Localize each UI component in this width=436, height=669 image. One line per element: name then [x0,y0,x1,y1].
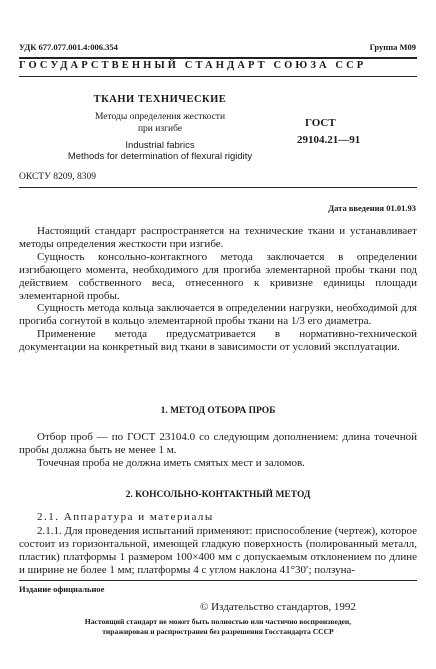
section-2-text [19,525,417,577]
title-subtitle-2: при изгибе [137,124,183,134]
footer-rule [19,580,417,581]
gost-label: ГОСТ [305,117,336,129]
section-2-paragraph-1: 2.1.1. Для проведения испытаний применяют: приспособление (чертеж), которое состоит из горизонтальной, имеющей гладкую поверхность (полированный металл, пластик) платформы 1 размером 100×400 мм с допускаемым отклонением по длине и ширине не более 1 мм; платформы 4 с углом наклона 41°30′; ползуна- [19,525,417,576]
okstu-code: ОКСТУ 8209, 8309 [19,172,96,182]
section-2-subheading: 2.1. Аппаратура и материалы [37,511,214,523]
title-english-2: Methods for determination of flexural rigidity [67,151,253,162]
edition-note: Издание официальное [19,584,105,594]
copyright-note: © Издательство стандартов, 1992 [200,601,356,613]
title-subtitle-1: Методы определения жесткости [94,112,226,122]
intro-text [19,225,417,354]
intro-paragraph-3: Сущность метода кольца заключается в определении нагрузки, необходимой для прогиба согнутой в кольцо элементарной пробы ткани на 1/3 его диаметра. [19,302,417,328]
intro-paragraph-2: Сущность консольно-контактного метода заключается в определении изгибающего момента, необходимого для прогиба элементарной пробы ткани под действием собственного веса, отнесенного к кривизне единицы площади элементарной пробы. [19,250,417,302]
section-1-heading: 1. МЕТОД ОТБОРА ПРОБ [160,406,276,416]
intro-paragraph-4: Применение метода предусматривается в нормативно-технической документации на конкретный вид ткани в зависимости от условий эксплуатации. [19,328,417,354]
title-rule [19,187,417,188]
title-english-1: Industrial fabrics [125,140,195,151]
intro-paragraph-1: Настоящий стандарт распространяется на технические ткани и устанавливает методы определения жесткости при изгибе. [19,225,417,250]
standard-line: ГОСУДАРСТВЕННЫЙ СТАНДАРТ СОЮЗА ССР [19,60,367,71]
reproduction-notice-2: тиражирован и распространен без разрешения Госстандарта СССР [102,627,334,636]
section-1-paragraph-1: Отбор проб — по ГОСТ 23104.0 со следующим дополнением: длина точечной пробы должна быть не менее 1 м. [19,431,417,456]
introduction-date: Дата введения 01.01.93 [328,203,416,213]
gost-number: 29104.21—91 [297,134,361,146]
section-1-text [19,431,417,470]
standard-rule [19,76,417,77]
udk-code: УДК 677.077.001.4:006.354 [19,42,118,52]
group-code: Группа М09 [369,42,416,52]
section-2-heading: 2. КОНСОЛЬНО-КОНТАКТНЫЙ МЕТОД [125,490,311,500]
top-rule [19,57,417,59]
document-title: ТКАНИ ТЕХНИЧЕСКИЕ [93,94,227,105]
reproduction-notice-1: Настоящий стандарт не может быть полностью или частично воспроизведен, [84,617,352,626]
section-1-paragraph-2: Точечная проба не должна иметь смятых мест и заломов. [37,456,305,469]
